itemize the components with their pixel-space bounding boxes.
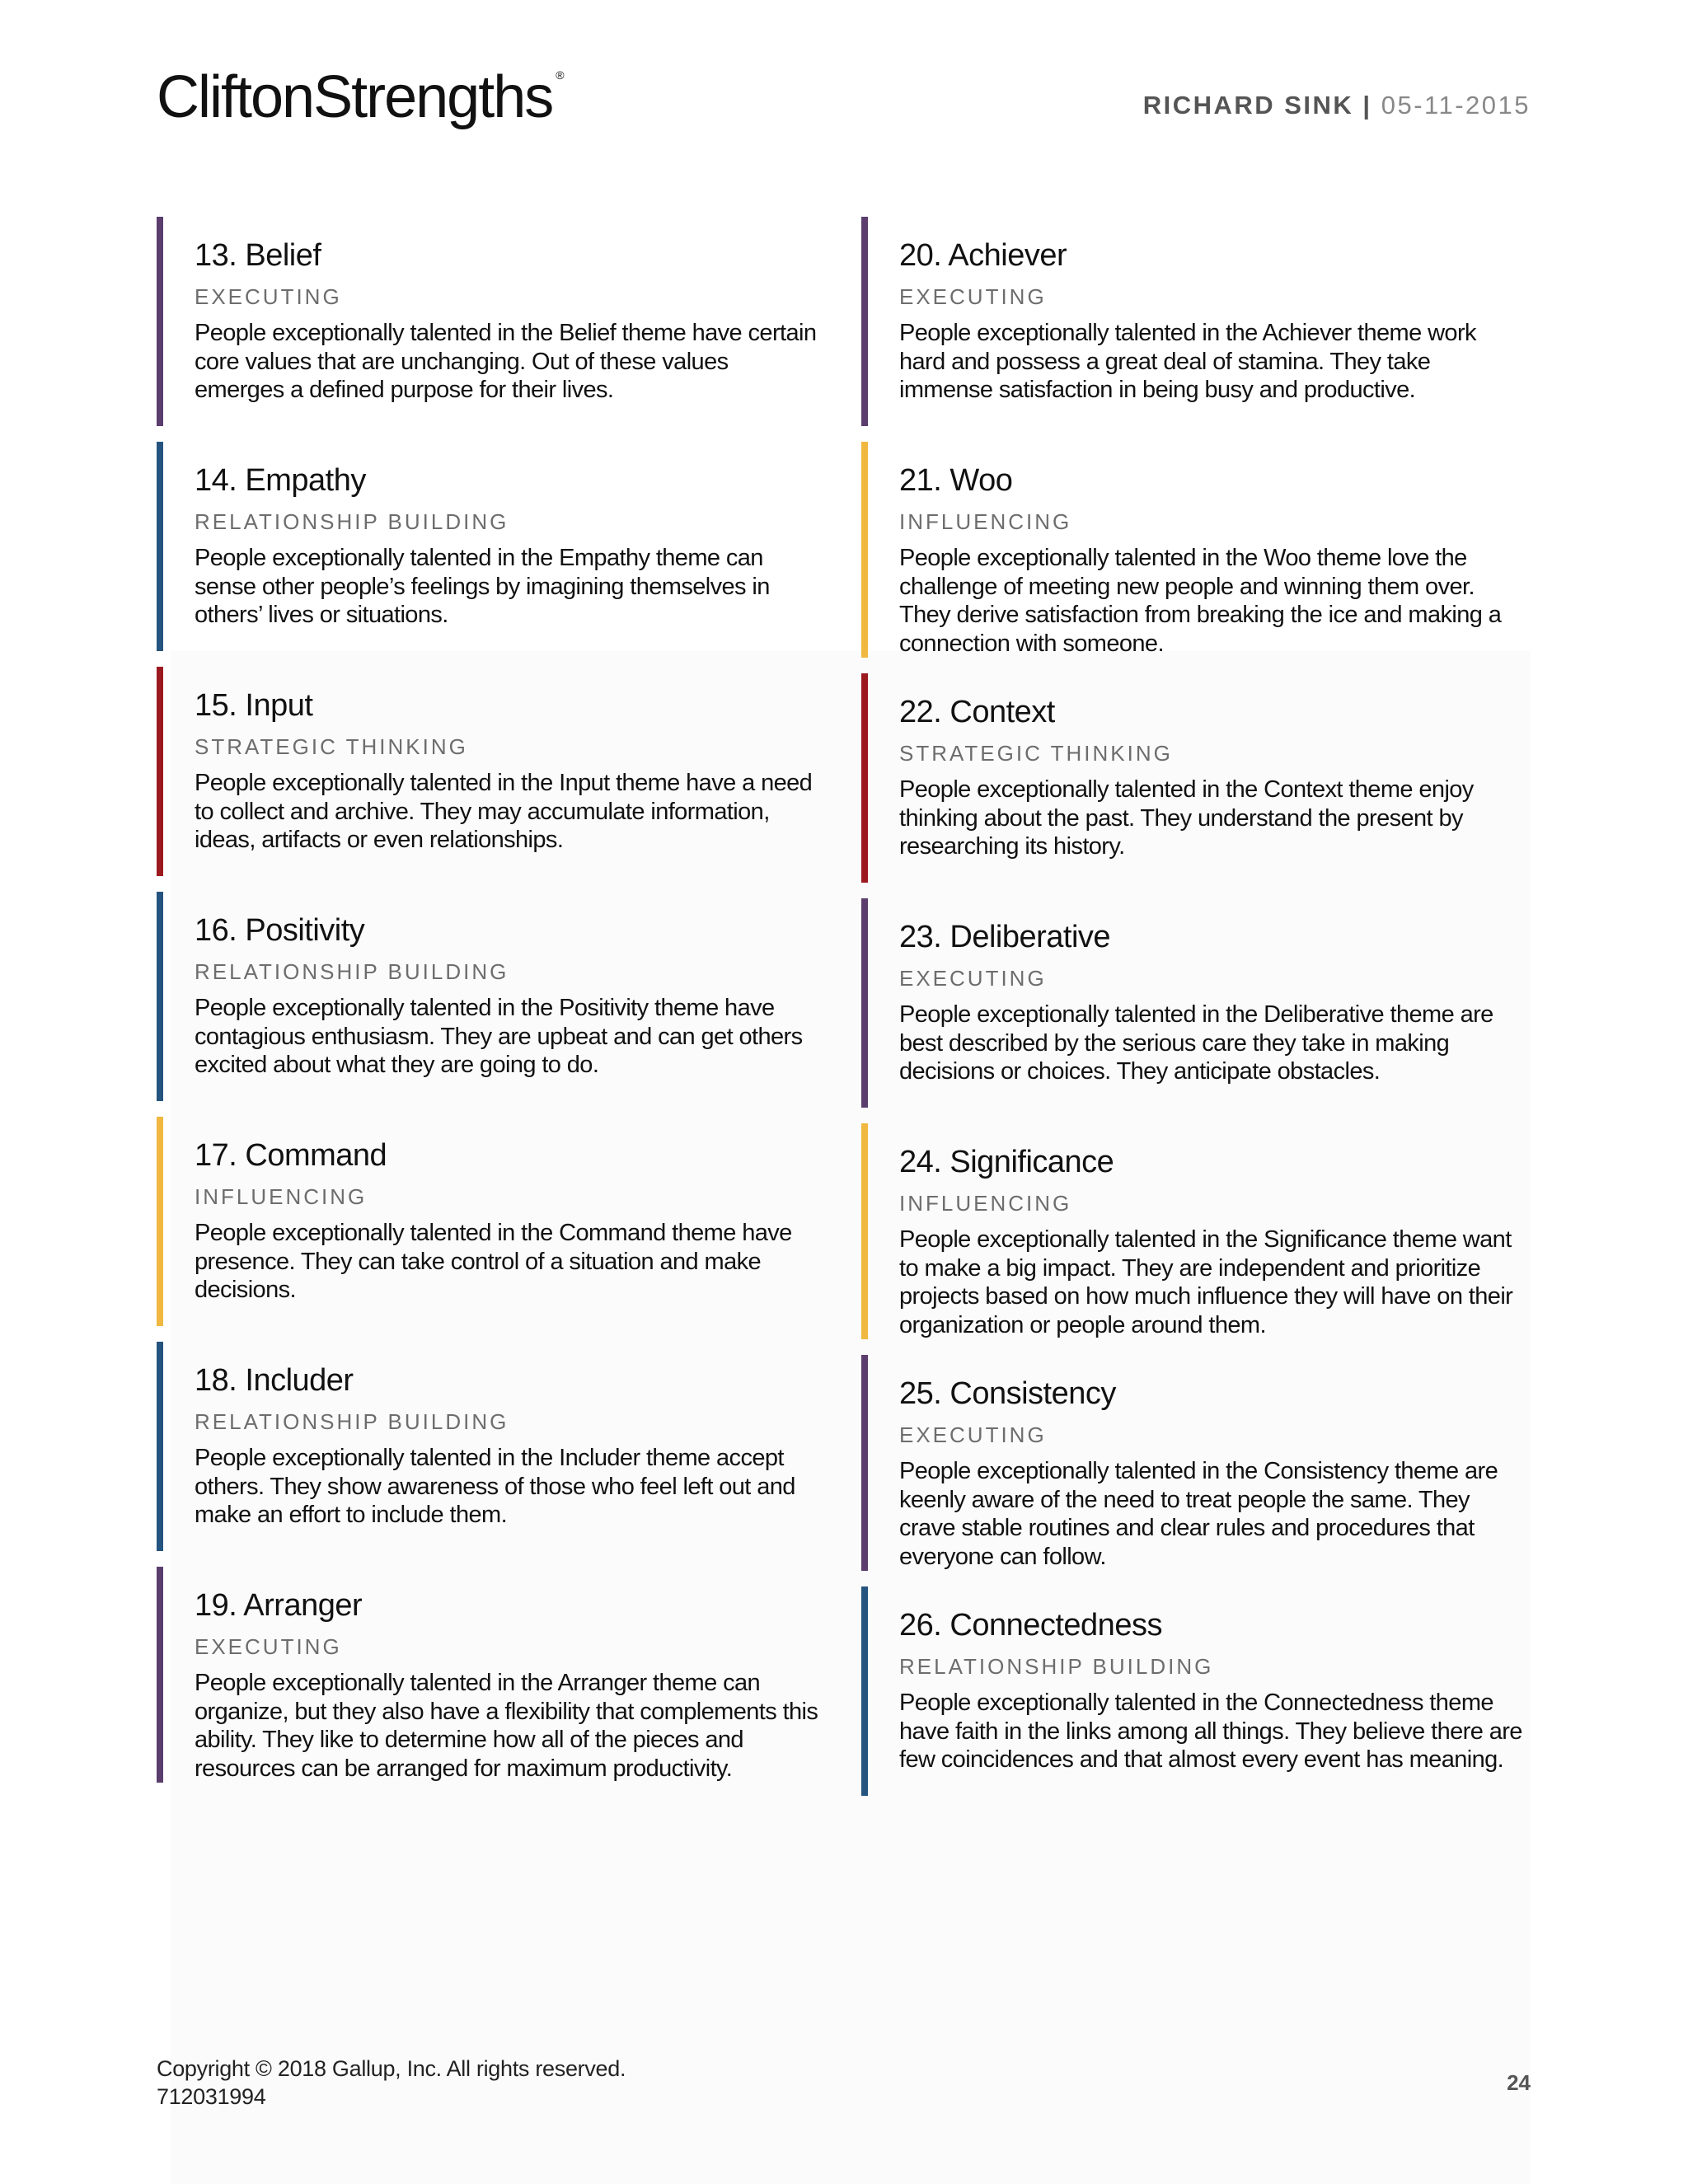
theme-description: People exceptionally talented in the Input theme have a need to collect and archive. They may accumulate information, ideas, artifacts or even relationships. [195,770,813,853]
theme-card [861,1123,1529,1339]
left-theme-column [157,217,824,1798]
theme-card [157,1117,824,1326]
theme-description: People exceptionally talented in the Connectedness theme have faith in the links among all things. They believe there are few coincidences and that almost every event has meaning. [899,1690,1522,1773]
theme-title: 16. Positivity [195,913,365,948]
theme-description: People exceptionally talented in the Deliberative theme are best described by the serious care they take in making decisions or choices. They anticipate obstacles. [899,1001,1493,1085]
theme-card [157,1342,824,1551]
theme-domain: INFLUENCING [899,509,1072,534]
theme-title: 17. Command [195,1138,387,1173]
right-theme-column [861,217,1529,1811]
report-owner-name: RICHARD SINK | [1142,91,1372,120]
report-date: 05-11-2015 [1381,91,1531,120]
theme-domain: RELATIONSHIP BUILDING [195,509,509,534]
theme-domain: EXECUTING [899,966,1047,991]
theme-card [861,898,1529,1108]
theme-description: People exceptionally talented in the Belief theme have certain core values that are unchanging. Out of these values emerges a defined purpose for their lives. [195,320,817,403]
theme-title: 15. Input [195,688,313,723]
theme-card [157,667,824,876]
theme-domain: EXECUTING [195,284,342,309]
theme-card [861,217,1529,426]
theme-description: People exceptionally talented in the Significance theme want to make a big impact. They are independent and prioritize projects based on how much influence they will have on their organization or people around them. [899,1226,1513,1338]
theme-description: People exceptionally talented in the Includer theme accept others. They show awareness of those who feel left out and make an effort to include them. [195,1445,795,1528]
theme-description: People exceptionally talented in the Context theme enjoy thinking about the past. They understand the present by researching its history. [899,776,1474,860]
theme-title: 26. Connectedness [899,1608,1162,1643]
theme-card [157,1567,824,1783]
theme-card [157,217,824,426]
theme-domain: EXECUTING [899,1422,1047,1447]
theme-description: People exceptionally talented in the Woo theme love the challenge of meeting new people and winning them over. They derive satisfaction from breaking the ice and making a connection with someone. [899,545,1502,657]
theme-domain: EXECUTING [195,1634,342,1659]
theme-title: 24. Significance [899,1145,1114,1179]
theme-description: People exceptionally talented in the Achiever theme work hard and possess a great deal of stamina. They take immense satisfaction in being busy and productive. [899,320,1476,403]
copyright-text: Copyright © 2018 Gallup, Inc. All rights reserved. [157,2056,626,2081]
theme-domain: EXECUTING [899,284,1047,309]
theme-domain: RELATIONSHIP BUILDING [195,1409,509,1434]
theme-card [157,892,824,1101]
document-code: 712031994 [157,2084,266,2109]
theme-title: 25. Consistency [899,1376,1116,1411]
theme-domain: RELATIONSHIP BUILDING [195,959,509,984]
cliftonstrengths-logo [157,64,565,130]
registered-mark: ® [556,68,565,82]
theme-card [861,442,1529,658]
theme-title: 18. Includer [195,1363,354,1398]
theme-card [861,1586,1529,1796]
logo-text: CliftonStrengths [157,64,553,130]
theme-card [861,1355,1529,1571]
theme-domain: INFLUENCING [899,1191,1072,1216]
report-owner-and-date [1143,92,1531,118]
theme-description: People exceptionally talented in the Arranger theme can organize, but they also have a flexibility that complements this ability. They like to determine how all of the pieces and resources can be arranged for maximum productivity. [195,1670,818,1782]
footer-copyright-block [157,2055,626,2111]
theme-domain: STRATEGIC THINKING [899,741,1173,766]
theme-title: 13. Belief [195,238,321,273]
theme-description: People exceptionally talented in the Consistency theme are keenly aware of the need to treat people the same. They crave stable routines and clear rules and procedures that everyone can follow. [899,1458,1498,1570]
theme-title: 19. Arranger [195,1588,363,1623]
theme-description: People exceptionally talented in the Command theme have presence. They can take control of a situation and make decisions. [195,1220,792,1303]
theme-description: People exceptionally talented in the Empathy theme can sense other people’s feelings by imagining themselves in others’ lives or situations. [195,545,770,628]
theme-card [157,442,824,651]
theme-title: 20. Achiever [899,238,1067,273]
theme-description: People exceptionally talented in the Positivity theme have contagious enthusiasm. They are upbeat and can get others excited about what they are going to do. [195,995,803,1078]
theme-title: 21. Woo [899,463,1013,498]
theme-domain: STRATEGIC THINKING [195,734,468,759]
theme-title: 22. Context [899,695,1055,729]
theme-domain: RELATIONSHIP BUILDING [899,1654,1214,1679]
theme-title: 23. Deliberative [899,920,1111,954]
theme-title: 14. Empathy [195,463,366,498]
theme-card [861,673,1529,883]
page-number: 24 [1507,2070,1531,2095]
theme-domain: INFLUENCING [195,1184,368,1209]
